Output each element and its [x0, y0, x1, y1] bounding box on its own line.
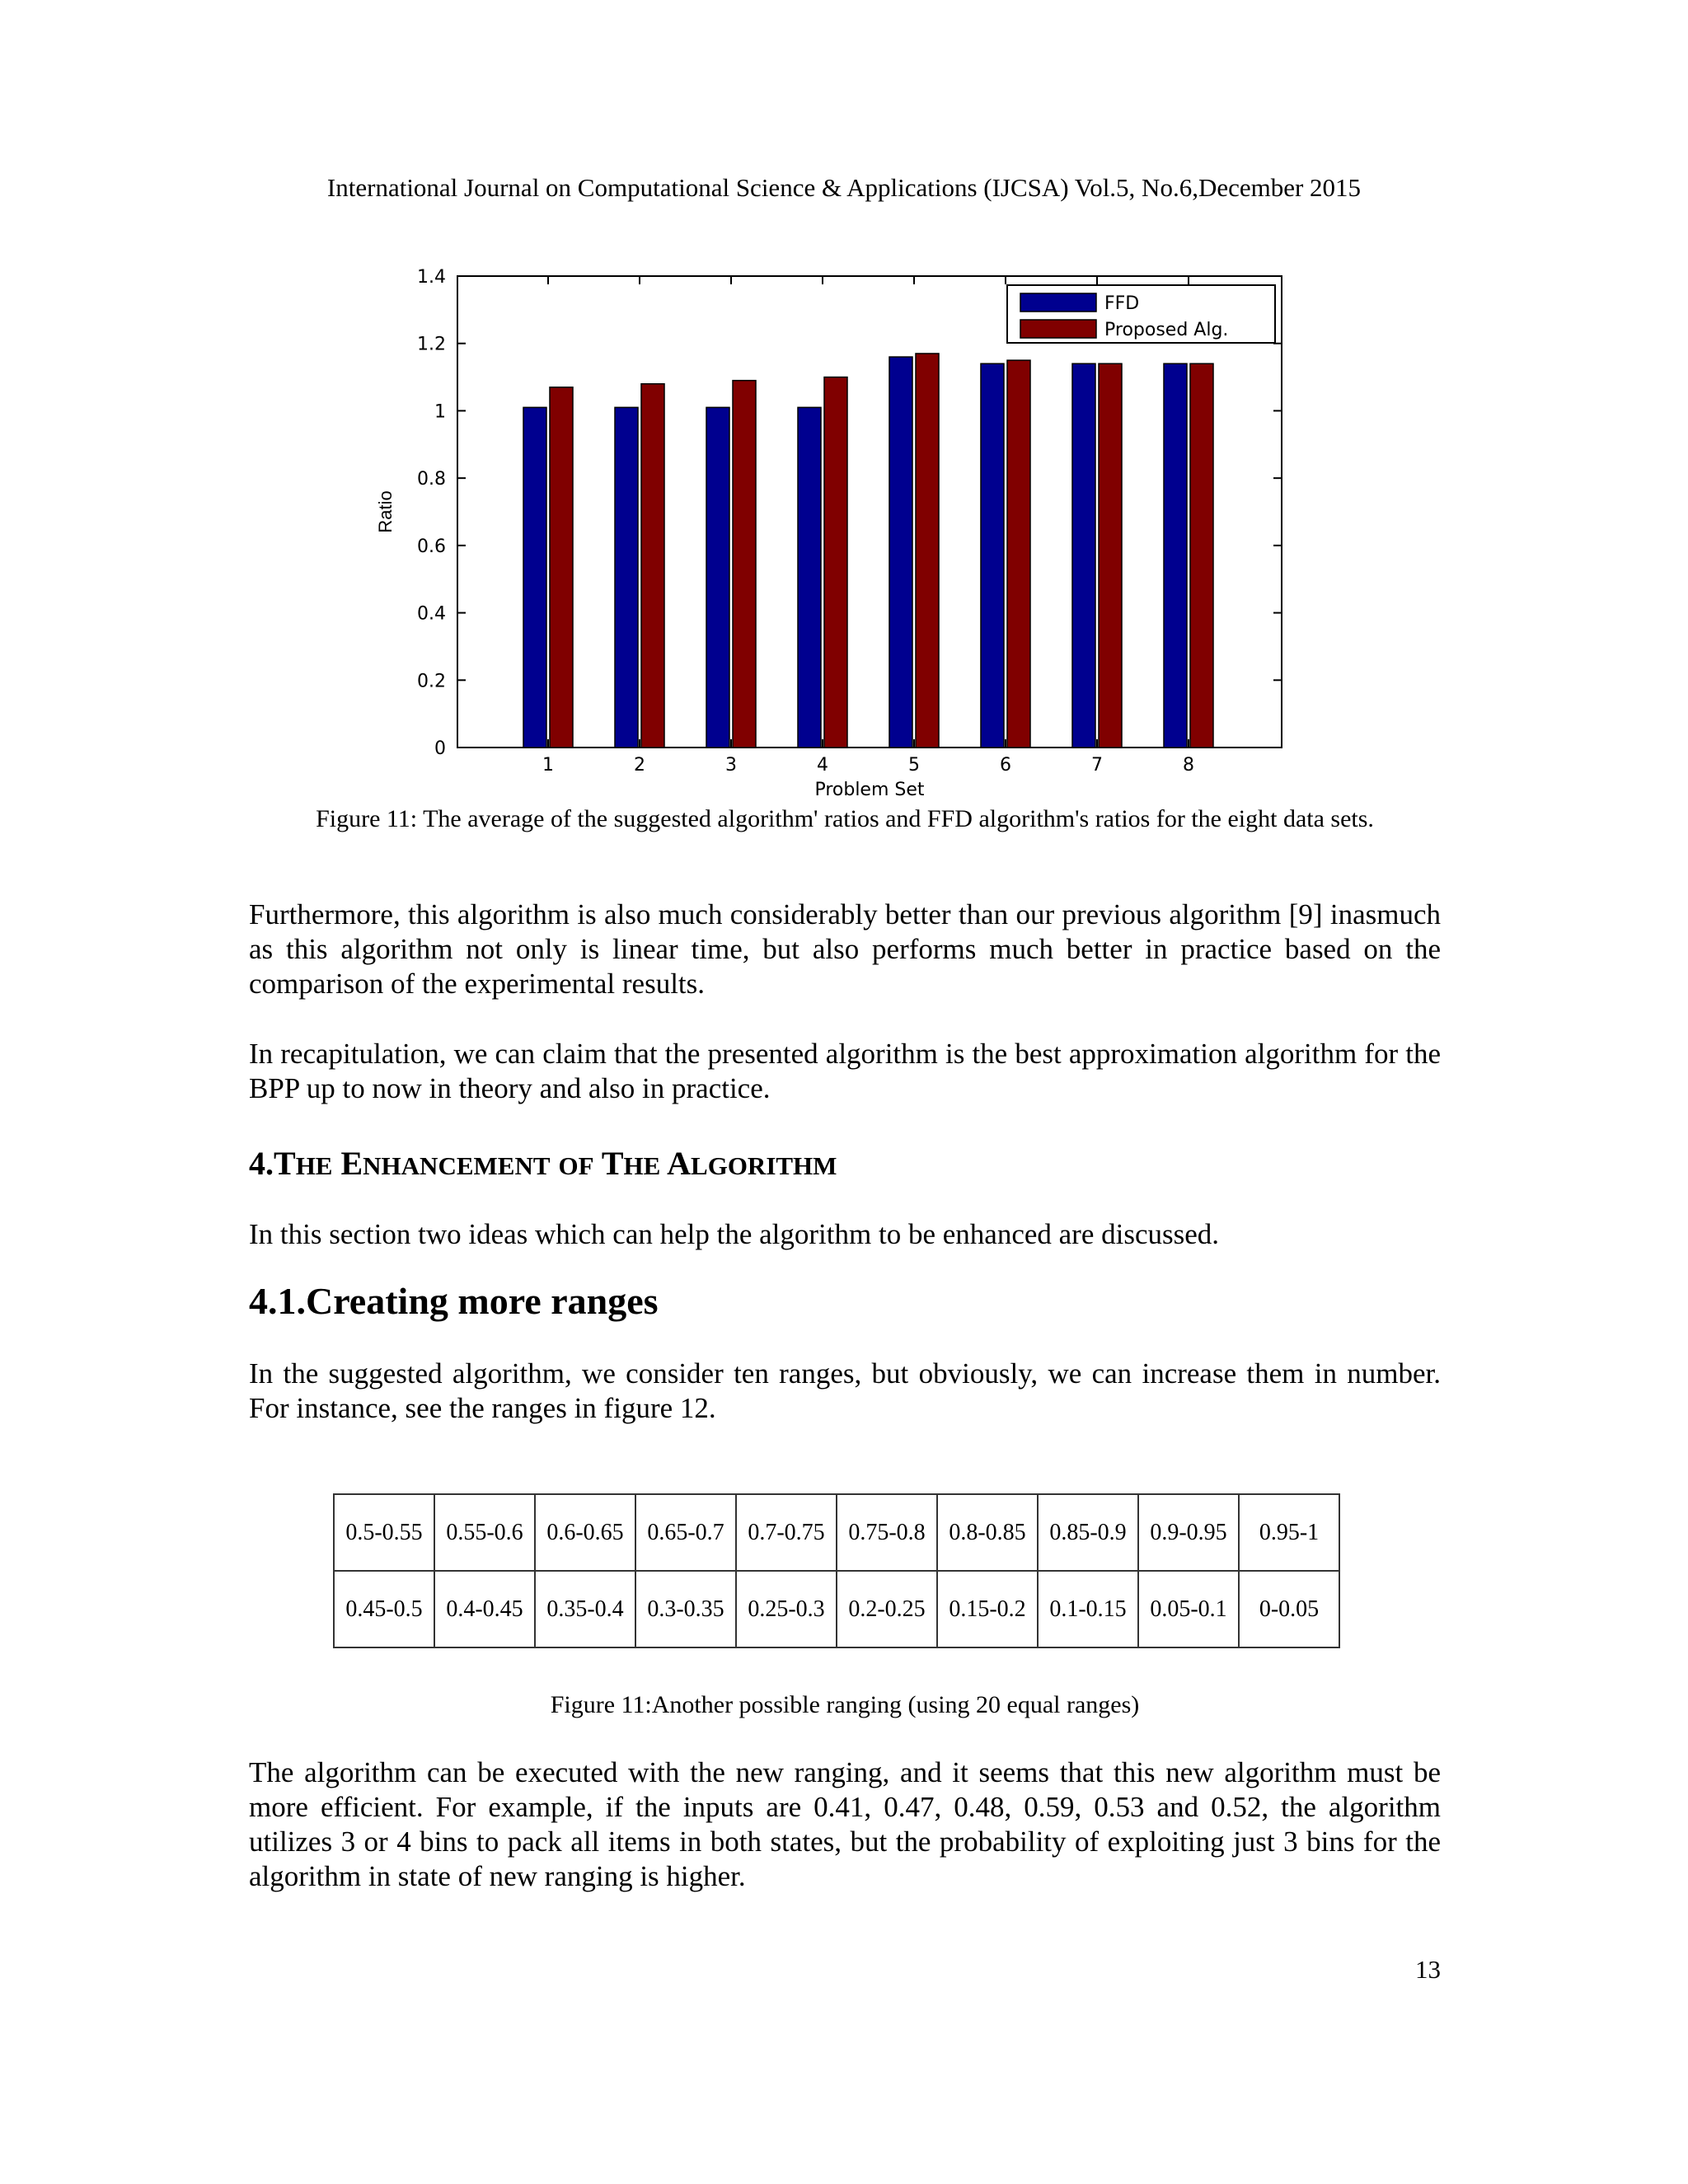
section-word-rest: NHANCEMENT	[363, 1151, 551, 1180]
x-tick-label: 6	[1000, 755, 1011, 776]
bar-chart	[346, 255, 1335, 799]
table-cell: 0.9-0.95	[1138, 1494, 1239, 1571]
bar-proposed	[916, 354, 939, 748]
table-cell: 0.1-0.15	[1038, 1571, 1138, 1647]
x-tick-label: 4	[817, 755, 828, 776]
bar-ffd	[981, 363, 1004, 748]
section-word-initial: T	[274, 1145, 296, 1182]
bar-proposed	[1099, 363, 1122, 748]
subsection-heading: 4.1.Creating more ranges	[249, 1280, 659, 1322]
bar-proposed	[550, 387, 573, 748]
page-number: 13	[1415, 1955, 1441, 1984]
table-cell: 0.55-0.6	[434, 1494, 535, 1571]
bar-chart-svg	[346, 255, 1335, 799]
y-tick-label: 0.2	[417, 671, 446, 692]
table-cell: 0.95-1	[1239, 1494, 1339, 1571]
figure-12-caption: Figure 11:Another possible ranging (using 20 equal ranges)	[550, 1691, 1140, 1718]
bar-ffd	[523, 407, 546, 748]
table-cell: 0.7-0.75	[736, 1494, 837, 1571]
section-word-rest: LGORITHM	[691, 1151, 837, 1180]
y-tick-label: 0.4	[417, 603, 446, 625]
bar-proposed	[641, 384, 664, 748]
x-axis-label: Problem Set	[814, 780, 925, 799]
y-tick-label: 1	[434, 401, 446, 423]
x-tick-label: 2	[634, 755, 645, 776]
bar-ffd	[615, 407, 638, 748]
bar-ffd	[889, 357, 912, 748]
x-tick-label: 5	[908, 755, 920, 776]
bar-ffd	[798, 407, 821, 748]
table-cell: 0.3-0.35	[635, 1571, 736, 1647]
bar-ffd	[706, 407, 729, 748]
legend-label: Proposed Alg.	[1104, 320, 1229, 340]
plot-frame	[457, 276, 1282, 748]
y-tick-label: 1.4	[417, 267, 446, 288]
table-cell: 0.35-0.4	[535, 1571, 635, 1647]
section-word-initial: A	[667, 1145, 692, 1182]
ranges-table	[333, 1493, 1340, 1648]
section-word-initial: T	[601, 1145, 624, 1182]
legend-label: FFD	[1104, 293, 1140, 314]
x-tick-label: 1	[542, 755, 554, 776]
y-axis-label: Ratio	[375, 490, 396, 533]
paragraph-ranges: In the suggested algorithm, we consider ten ranges, but obviously, we can increase them in number. For instance, see the ranges in figure 12.	[249, 1357, 1441, 1424]
x-tick-label: 8	[1183, 755, 1194, 776]
paragraph-comparison: Furthermore, this algorithm is also much considerably better than our previous algorithm [9] inasmuch as this algorithm not only is linear time, but also performs much better in practice based on the comparison of the experimental results.	[249, 898, 1441, 1000]
section-number: 4.	[249, 1145, 274, 1182]
section-heading	[249, 1144, 837, 1186]
paragraph-new-ranging: The algorithm can be executed with the new ranging, and it seems that this new algorithm must be more efficient. For example, if the inputs are 0.41, 0.47, 0.48, 0.59, 0.53 and 0.52, the algorithm utilizes 3 or 4 bins to pack all items in both states, but the probability of exploiting just 3 bins for the algorithm in state of new ranging is higher.	[249, 1756, 1441, 1892]
table-cell: 0.5-0.55	[334, 1494, 434, 1571]
section-word-rest: HE	[623, 1151, 661, 1180]
table-cell: 0.6-0.65	[535, 1494, 635, 1571]
y-tick-label: 1.2	[417, 334, 446, 355]
bar-proposed	[824, 377, 847, 748]
y-tick-label: 0	[434, 738, 446, 759]
table-cell: 0.45-0.5	[334, 1571, 434, 1647]
bar-ffd	[1072, 363, 1095, 748]
bar-ffd	[1164, 363, 1187, 748]
table-cell: 0.75-0.8	[837, 1494, 937, 1571]
table-cell: 0.4-0.45	[434, 1571, 535, 1647]
y-tick-label: 0.8	[417, 469, 446, 490]
y-tick-label: 0.6	[417, 536, 446, 557]
table-cell: 0.65-0.7	[635, 1494, 736, 1571]
legend-swatch	[1020, 293, 1096, 312]
bar-proposed	[733, 381, 756, 748]
table-row	[334, 1571, 1339, 1647]
table-cell: 0.8-0.85	[937, 1494, 1038, 1571]
table-cell: 0.85-0.9	[1038, 1494, 1138, 1571]
table-cell: 0.2-0.25	[837, 1571, 937, 1647]
table-cell: 0.25-0.3	[736, 1571, 837, 1647]
table-row	[334, 1494, 1339, 1571]
section-word-initial: E	[340, 1145, 363, 1182]
journal-header: International Journal on Computational Science & Applications (IJCSA) Vol.5, No.6,December 2015	[326, 173, 1362, 202]
legend-swatch	[1020, 320, 1096, 338]
section-word-rest: OF	[558, 1151, 594, 1180]
bar-proposed	[1007, 360, 1030, 748]
table-cell: 0.15-0.2	[937, 1571, 1038, 1647]
x-tick-label: 3	[725, 755, 737, 776]
figure-11-caption: Figure 11: The average of the suggested algorithm' ratios and FFD algorithm's ratios for the eight data sets.	[316, 805, 1374, 832]
table-cell: 0.05-0.1	[1138, 1571, 1239, 1647]
table-cell: 0-0.05	[1239, 1571, 1339, 1647]
paragraph-recapitulation: In recapitulation, we can claim that the presented algorithm is the best approximation algorithm for the BPP up to now in theory and also in practice.	[249, 1038, 1441, 1104]
paragraph-section-intro: In this section two ideas which can help the algorithm to be enhanced are discussed.	[249, 1218, 1220, 1250]
section-word-rest: HE	[295, 1151, 333, 1180]
bar-proposed	[1190, 363, 1213, 748]
x-tick-label: 7	[1091, 755, 1103, 776]
